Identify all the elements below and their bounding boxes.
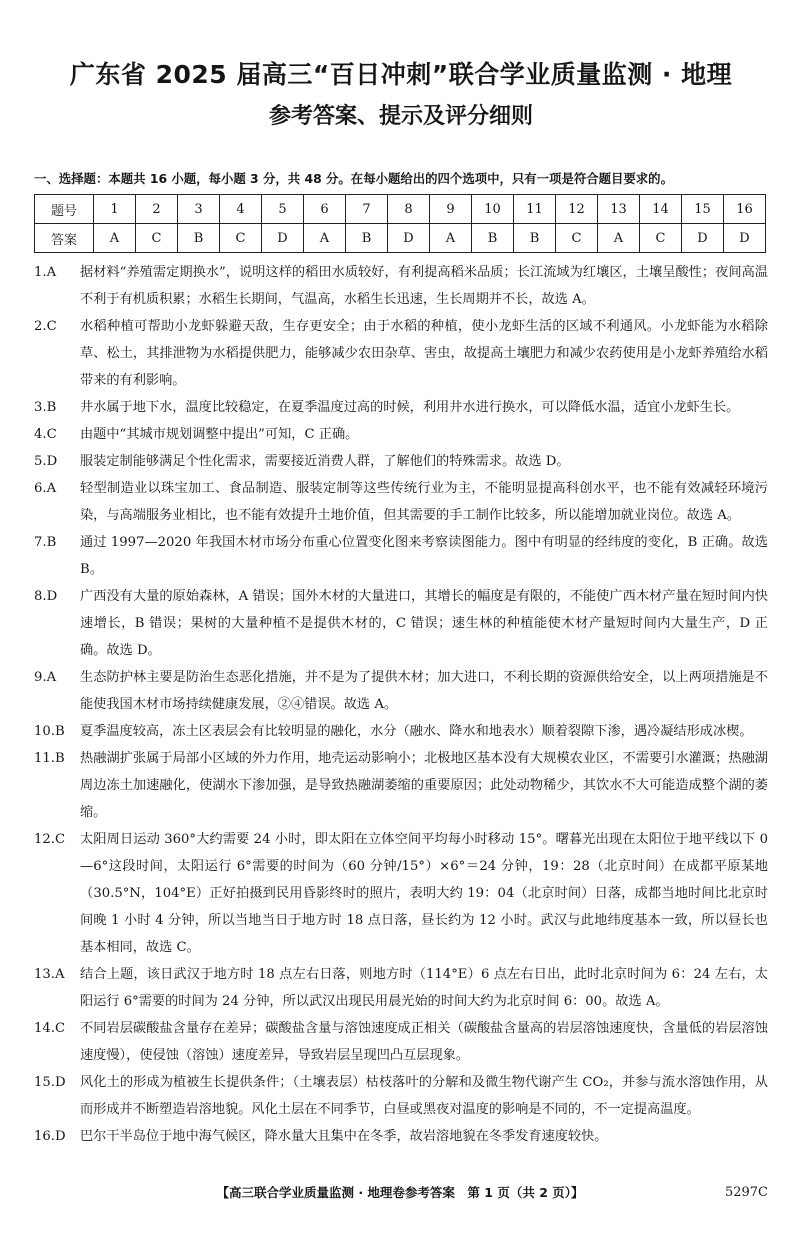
question-number-cell: 5 [262, 195, 304, 224]
explanation-item [34, 718, 768, 745]
answer-cell: C [556, 224, 598, 253]
explanation-item [34, 421, 768, 448]
answer-cell: B [472, 224, 514, 253]
row-label-question: 题号 [35, 195, 94, 224]
explanation-text: 通过 1997—2020 年我国木材市场分布重心位置变化图来考察读图能力。图中有明显的经纬度的变化，B 正确。故选 B。 [80, 535, 768, 577]
question-number-cell: 8 [388, 195, 430, 224]
explanation-number: 8.D [34, 589, 58, 604]
answer-cell: B [178, 224, 220, 253]
explanation-item [34, 394, 768, 421]
answer-cell: A [598, 224, 640, 253]
explanation-number: 13.A [34, 967, 65, 982]
question-number-cell: 7 [346, 195, 388, 224]
explanation-text: 轻型制造业以珠宝加工、食品制造、服装定制等这些传统行业为主，不能明显提高科创水平，也不能有效减轻环境污染，与高端服务业相比，也不能有效提升土地价值，但其需要的手工制作比较多，所以能增加就业岗位。故选 A。 [80, 481, 768, 523]
page-title: 广东省 2025 届高三“百日冲刺”联合学业质量监测 · 地理 [69, 60, 733, 89]
explanation-number: 14.C [34, 1021, 66, 1036]
question-number-cell: 4 [220, 195, 262, 224]
answer-table [34, 194, 766, 253]
explanation-item [34, 259, 768, 313]
explanation-item [34, 961, 768, 1015]
question-number-cell: 2 [136, 195, 178, 224]
explanation-text: 由题中“其城市规划调整中提出”可知，C 正确。 [80, 427, 359, 442]
explanation-text: 夏季温度较高，冻土区表层会有比较明显的融化，水分（融水、降水和地表水）顺着裂隙下渗，遇冷凝结形成冰楔。 [80, 724, 753, 739]
explanation-number: 11.B [34, 751, 65, 766]
explanation-number: 12.C [34, 832, 66, 847]
section-heading: 一、选择题：本题共 16 小题，每小题 3 分，共 48 分。在每小题给出的四个选项中，只有一项是符合题目要求的。 [34, 171, 673, 186]
explanation-number: 7.B [34, 535, 57, 550]
question-number-cell: 10 [472, 195, 514, 224]
answer-cell: A [430, 224, 472, 253]
explanation-item [34, 448, 768, 475]
explanation-item [34, 583, 768, 664]
explanation-text: 据材料“养殖需定期换水”，说明这样的稻田水质较好，有利提高稻米品质；长江流域为红壤区，土壤呈酸性；夜间高温不利于有机质积累；水稻生长期间，气温高，水稻生长迅速，生长周期并不长，故选 A。 [80, 265, 768, 307]
question-number-cell: 14 [640, 195, 682, 224]
question-number-cell: 9 [430, 195, 472, 224]
explanation-text: 广西没有大量的原始森林，A 错误；国外木材的大量进口，其增长的幅度是有限的，不能使广西木材产量在短时间内快速增长，B 错误；果树的大量种植不是提供木材的，C 错误；速生林的种植能使木材产量短时间内大量生产，D 正确。故选 D。 [80, 589, 768, 658]
explanation-item [34, 745, 768, 826]
footer-code: 5297C [724, 1185, 768, 1200]
explanation-number: 15.D [34, 1075, 66, 1090]
explanation-item [34, 826, 768, 961]
explanation-item [34, 1123, 768, 1150]
answer-cell: C [640, 224, 682, 253]
explanation-number: 10.B [34, 724, 65, 739]
question-number-cell: 1 [94, 195, 136, 224]
explanation-text: 太阳周日运动 360°大约需要 24 小时，即太阳在立体空间平均每小时移动 15°。曙暮光出现在太阳位于地平线以下 0—6°这段时间，太阳运行 6°需要的时间为（60 分钟/15°）×6°＝24 分钟，19：28（北京时间）在成都平原某地（30.5°N，104°E）正好拍摄到民用昏影终时的照片，表明大约 19：04（北京时间）日落，成都当地时间比北京时间晚 1 小时 4 分钟，所以当地当日于地方时 18 点日落，昼长约为 12 小时。武汉与此地纬度基本一致，所以昼长也基本相同，故选 C。 [80, 832, 768, 955]
explanation-number: 5.D [34, 454, 58, 469]
explanation-item [34, 1015, 768, 1069]
question-number-cell: 11 [514, 195, 556, 224]
explanation-item [34, 529, 768, 583]
explanation-number: 16.D [34, 1129, 66, 1144]
explanation-text: 井水属于地下水，温度比较稳定，在夏季温度过高的时候，利用井水进行换水，可以降低水温，适宜小龙虾生长。 [80, 400, 740, 415]
explanation-number: 2.C [34, 319, 57, 334]
explanation-number: 6.A [34, 481, 57, 496]
answer-cell: D [724, 224, 766, 253]
explanation-text: 热融湖扩张属于局部小区域的外力作用，地壳运动影响小；北极地区基本没有大规模农业区，不需要引水灌溉；热融湖周边冻土加速融化，使湖水下渗加强，是导致热融湖萎缩的重要原因；此处动物稀少，其饮水不大可能造成整个湖的萎缩。 [80, 751, 768, 820]
question-number-cell: 3 [178, 195, 220, 224]
question-number-cell: 6 [304, 195, 346, 224]
question-number-cell: 16 [724, 195, 766, 224]
answer-cell: B [514, 224, 556, 253]
page-subtitle: 参考答案、提示及评分细则 [268, 104, 533, 129]
answer-cell: C [136, 224, 178, 253]
answer-cell: D [682, 224, 724, 253]
explanation-list [34, 259, 768, 1150]
row-label-answer: 答案 [35, 224, 94, 253]
explanation-number: 3.B [34, 400, 57, 415]
explanation-text: 不同岩层碳酸盐含量存在差异；碳酸盐含量与溶蚀速度成正相关（碳酸盐含量高的岩层溶蚀速度快，含量低的岩层溶蚀速度慢），使侵蚀（溶蚀）速度差异，导致岩层呈现凹凸互层现象。 [80, 1021, 768, 1063]
question-number-cell: 15 [682, 195, 724, 224]
explanation-item [34, 664, 768, 718]
answer-cell: D [262, 224, 304, 253]
explanation-text: 服装定制能够满足个性化需求，需要接近消费人群，了解他们的特殊需求。故选 D。 [80, 454, 570, 469]
answer-cell: A [304, 224, 346, 253]
question-number-cell: 13 [598, 195, 640, 224]
question-number-row [35, 195, 766, 224]
question-number-cell: 12 [556, 195, 598, 224]
explanation-text: 生态防护林主要是防治生态恶化措施，并不是为了提供木材；加大进口，不利长期的资源供给安全，以上两项措施是不能使我国木材市场持续健康发展，②④错误。故选 A。 [80, 670, 768, 712]
answer-cell: C [220, 224, 262, 253]
explanation-text: 水稻种植可帮助小龙虾躲避天敌，生存更安全；由于水稻的种植，使小龙虾生活的区域不利通风。小龙虾能为水稻除草、松土，其排泄物为水稻提供肥力，能够减少农田杂草、害虫，故提高土壤肥力和减少农药使用是小龙虾养殖给水稻带来的有利影响。 [80, 319, 768, 388]
explanation-text: 风化土的形成为植被生长提供条件；（土壤表层）枯枝落叶的分解和及微生物代谢产生 CO₂，并参与流水溶蚀作用，从而形成并不断塑造岩溶地貌。风化土层在不同季节，白昼或黑夜对温度的影响是不同的，不一定提高温度。 [80, 1075, 768, 1117]
explanation-number: 9.A [34, 670, 57, 685]
explanation-number: 4.C [34, 427, 57, 442]
answer-cell: A [94, 224, 136, 253]
explanation-item [34, 475, 768, 529]
footer-page-info: 【高三联合学业质量监测 · 地理卷参考答案 第 1 页（共 2 页）】 [216, 1185, 584, 1200]
explanation-text: 结合上题，该日武汉于地方时 18 点左右日落，则地方时（114°E）6 点左右日出，此时北京时间为 6：24 左右，太阳运行 6°需要的时间为 24 分钟，所以武汉出现民用晨光始的时间大约为北京时间 6：00。故选 A。 [80, 967, 768, 1009]
explanation-number: 1.A [34, 265, 57, 280]
answer-cell: D [388, 224, 430, 253]
explanation-item [34, 1069, 768, 1123]
page-footer [0, 1183, 800, 1203]
explanation-text: 巴尔干半岛位于地中海气候区，降水量大且集中在冬季，故岩溶地貌在冬季发育速度较快。 [80, 1129, 608, 1144]
answer-cell: B [346, 224, 388, 253]
answer-row [35, 224, 766, 253]
explanation-item [34, 313, 768, 394]
